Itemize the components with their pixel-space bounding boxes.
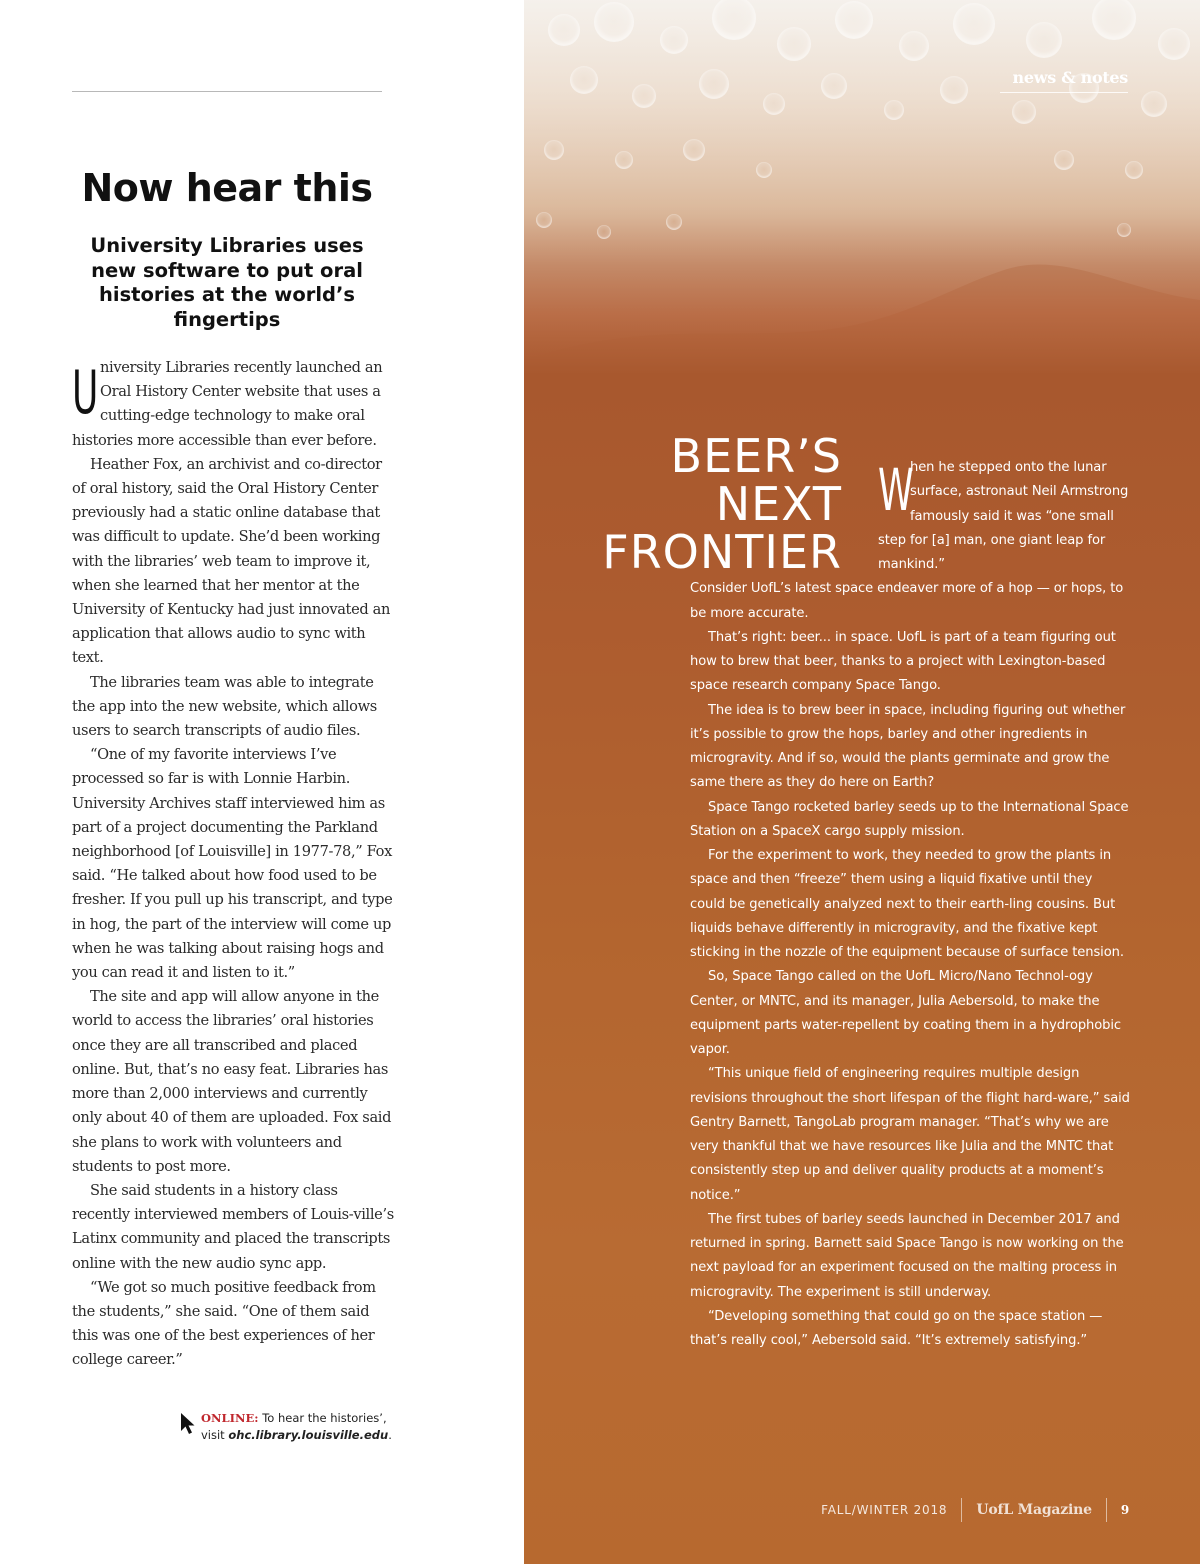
beer-background-photo — [524, 0, 1200, 1564]
paragraph: The idea is to brew beer in space, including figuring out whether it’s possible to grow the hops, barley and other ingredients in microgravity. And if so, would the plants germinate and grow the same there as they do here on Earth? — [690, 702, 1126, 791]
issue-label: FALL/WINTER 2018 — [821, 1503, 948, 1517]
online-text: To hear the histories’, visit — [201, 1411, 387, 1442]
paragraph: The site and app will allow anyone in the world to access the libraries’ oral histories once they are all transcribed and placed online. But, that’s no easy feat. Libraries has more than 2,000 interviews and currently only about 40 of them are uploaded. Fox said she plans to work with volunteers and students to post more. — [72, 988, 392, 1175]
magazine-name: UofL Magazine — [976, 1502, 1092, 1518]
page-number: 9 — [1120, 1503, 1130, 1517]
left-article: Now hear this University Libraries uses new software to put oral histories at the world’s fingertips University Libraries recently launched an Oral History Center website that uses a cutting-edge technology to make oral histories more accessible than ever before. Heather Fox, an archivist and co-director of oral history, said the Oral History Center previously had a static online database that was difficult to update. She’d been working with the libraries’ web team to improve it, when she learned that her mentor at the University of Kentucky had just innovated an application that allows audio to sync with text. The libraries team was able to integrate the app into the new website, which allows users to search transcripts of audio files. “One of my favorite interviews I’ve processed so far is with Lonnie Harbin. University Archives staff interviewed him as part of a project documenting the Parkland neighborhood [of Louisville] in 1977-78,” Fox said. “He talked about how food used to be fresher. If you pull up his transcript, and type in hog, the part of the interview will come up when he was talking about raising hogs and you can read it and listen to it.” The site and app will allow anyone in the world to access the libraries’ oral histories once they are all transcribed and placed online. But, that’s no easy feat. Libraries has more than 2,000 interviews and currently only about 40 of them are uploaded. Fox said she plans to work with volunteers and students to post more. She said students in a history class recently interviewed members of Louis-ville’s Latinx community and placed the transcripts online with the new audio sync app. “We got so much positive feedback from the students,” she said. “One of them said this was one of the best experiences of her college career.” ONLINE: To hear the histories’, visit ohc.library.louisville.edu. — [0, 0, 524, 1564]
paragraph: Heather Fox, an archivist and co-director of oral history, said the Oral History Center previously had a static online database that was difficult to update. She’d been working with the libraries’ web team to improve it, when she learned that her mentor at the University of Kentucky had just innovated an application that allows audio to sync with text. — [72, 455, 391, 667]
intro-paragraph: W hen he stepped onto the lunar surface, astronaut Neil Armstrong famously said it was “one small step for [a] man, one giant leap for mankind.” — [878, 456, 1129, 572]
page-footer — [821, 1498, 1130, 1522]
drop-cap: U — [72, 358, 99, 428]
online-link[interactable]: ohc.library.louisville.edu — [228, 1428, 389, 1442]
paragraph: “One of my favorite interviews I’ve processed so far is with Lonnie Harbin. University Archives staff interviewed him as part of a project documenting the Parkland neighborhood [of Louisville] in 1977-78,” Fox said. “He talked about how food used to be fresher. If you pull up his transcript, and type in hog, the part of the interview will come up when he was talking about raising hogs and you can read it and listen to it.” — [72, 746, 393, 982]
footer-divider — [961, 1498, 962, 1522]
paragraph: The first tubes of barley seeds launched in December 2017 and returned in spring. Barnett said Space Tango is now working on the next payload for an experiment focused on the malting process in microgravity. The experiment is still underway. — [690, 1211, 1124, 1300]
section-divider — [1000, 92, 1128, 93]
paragraph: She said students in a history class recently interviewed members of Louis-ville’s Latinx community and placed the transcripts online with the new audio sync app. — [72, 1181, 394, 1272]
beer-article-body — [690, 456, 1130, 1353]
paragraph: Space Tango rocketed barley seeds up to the International Space Station on a SpaceX cargo supply mission. — [690, 799, 1129, 839]
paragraph: That’s right: beer... in space. UofL is part of a team figuring out how to brew that beer, thanks to a project with Lexington-based space research company Space Tango. — [690, 629, 1116, 694]
article-subhead: University Libraries uses new software to put oral histories at the world’s fingertips — [90, 234, 364, 331]
paragraph: The libraries team was able to integrate the app into the new website, which allows users to search transcripts of audio files. — [72, 673, 377, 740]
online-label: ONLINE: — [201, 1411, 259, 1425]
paragraph: For the experiment to work, they needed to grow the plants in space and then “freeze” them using a liquid fixative until they could be genetically analyzed next to their earth-ling cousins. But liquids behave differently in microgravity, and the fixative kept sticking in the nozzle of the equipment because of surface tension. — [690, 848, 1124, 960]
footer-divider — [1106, 1498, 1107, 1522]
beer-foam-image — [524, 0, 1200, 360]
article-headline: Now hear this — [81, 166, 373, 210]
paragraph: “We got so much positive feedback from the students,” she said. “One of them said this was one of the best experiences of her college career.” — [72, 1278, 376, 1369]
paragraph: Consider UofL’s latest space endeaver more of a hop — or hops, to be more accurate. — [690, 581, 1124, 621]
paragraph: So, Space Tango called on the UofL Micro/Nano Technol-ogy Center, or MNTC, and its manager, Julia Aebersold, to make the equipment parts water-repellent by coating them in a hydrophobic vapor. — [690, 969, 1122, 1057]
paragraph: “Developing something that could go on the space station — that’s really cool,” Aebersold said. “It’s extremely satisfying.” — [690, 1308, 1103, 1348]
section-tag: news & notes — [1012, 68, 1128, 87]
cursor-icon — [180, 1412, 196, 1436]
paragraph: University Libraries recently launched an Oral History Center website that uses a cutting-edge technology to make oral histories more accessible than ever before. — [72, 358, 383, 449]
drop-cap: W — [878, 456, 914, 524]
beer-article-title: BEER’S NEXT FRONTIER — [602, 429, 842, 579]
top-divider — [72, 91, 382, 92]
article-body — [72, 356, 394, 1373]
paragraph: “This unique field of engineering requires multiple design revisions throughout the short lifespan of the flight hard-ware,” said Gentry Barnett, TangoLab program manager. “That’s why we are very thankful that we have resources like Julia and the MNTC that consistently step up and deliver quality products at a moment’s notice.” — [690, 1066, 1130, 1203]
